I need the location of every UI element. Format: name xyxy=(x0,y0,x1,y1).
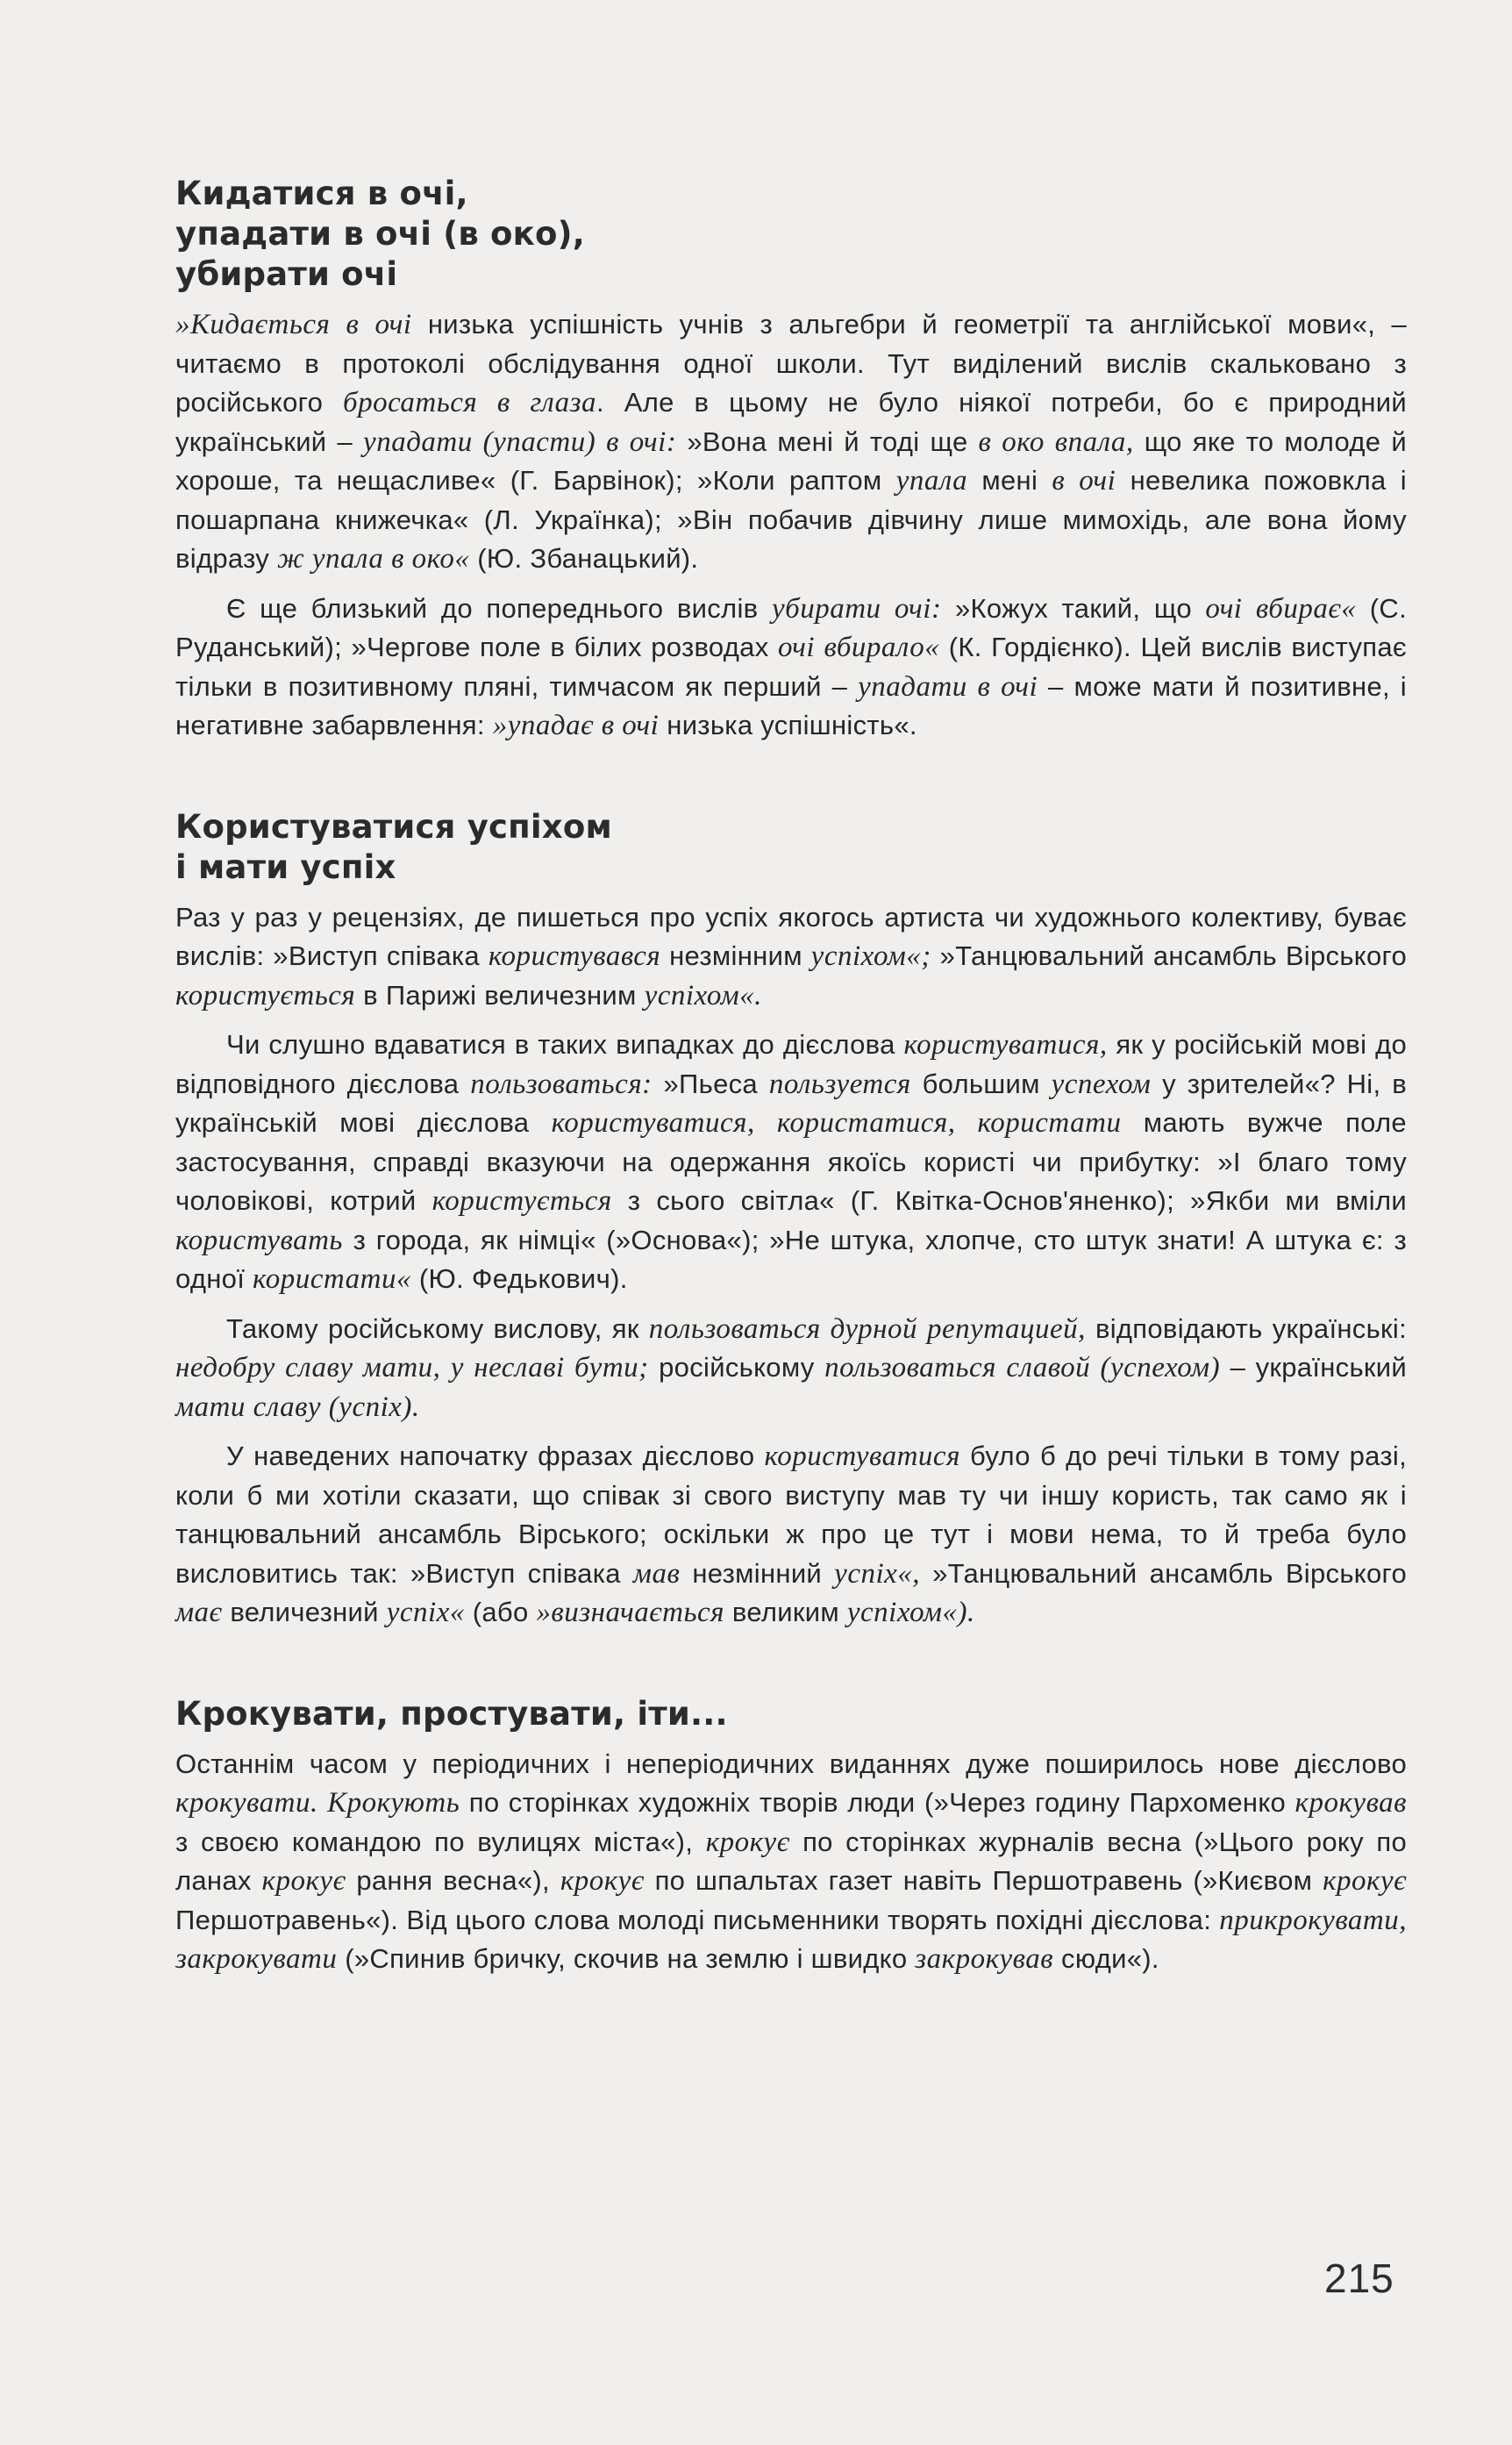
italic-term: пользоваться: xyxy=(470,1068,653,1100)
italic-term: очі вбирає« xyxy=(1205,592,1357,625)
italic-term: мати славу (успіх). xyxy=(175,1391,420,1423)
text-run: У наведених напочатку фразах дієслово xyxy=(226,1441,765,1471)
text-run: Першотравень«). Від цього слова молоді письменники творять похідні дієслова: xyxy=(175,1904,1220,1935)
text-run: відповідають українські: xyxy=(1085,1312,1408,1344)
italic-term: успіх«, xyxy=(834,1557,921,1590)
text-run: Останнім часом у періодичних і неперіодичних виданнях дуже поширилось нове дієслово xyxy=(175,1748,1407,1779)
italic-term: користуватися, користатися, користати xyxy=(551,1107,1122,1139)
entry-kydatysia-v-ochi xyxy=(175,174,1407,746)
text-run: . Але в цьому не було ніякої потреби, бо є природний український – xyxy=(175,387,1407,457)
page-number: 215 xyxy=(1324,2256,1394,2301)
italic-term: мав xyxy=(632,1557,681,1590)
text-run: »Вона мені й тоді ще xyxy=(676,425,979,457)
italic-term: в око впала, xyxy=(978,425,1134,458)
text-run: – український xyxy=(1220,1352,1408,1383)
heading-line: і мати успіх xyxy=(175,847,396,886)
italic-term: пользуется xyxy=(768,1068,911,1100)
entry-korystuvatysia-uspikhom xyxy=(175,807,1407,1633)
paragraph xyxy=(175,305,1407,579)
text-run: великим xyxy=(724,1597,847,1627)
italic-term: пользоваться славой (успехом) xyxy=(824,1352,1221,1383)
entry-krokuvaty xyxy=(175,1694,1407,1979)
text-run: було б до речі тільки в тому разі, коли б ми хотіли сказати, що співак зі свого виступу мав ту чи іншу користь, так само як і танцювальний ансамбль Вірського; оскільки ж про це тут і мови нема, то й треба було висловитись так: »Виступ співака xyxy=(175,1441,1407,1589)
heading-line: упадати в очі (в око), xyxy=(175,215,585,253)
text-run: сюди«). xyxy=(1053,1943,1159,1974)
text-run: Раз у раз у рецензіях, де пишеться про успіх якогось артиста чи художнього колективу, буває вислів: »Виступ співака xyxy=(175,901,1407,971)
text-run: по сторінках художніх творів люди (»Через годину Пархоменко xyxy=(460,1787,1295,1818)
italic-term: користати« xyxy=(253,1263,411,1295)
paragraph xyxy=(175,1026,1407,1299)
italic-term: успехом xyxy=(1051,1068,1152,1100)
italic-term: користувать xyxy=(175,1224,343,1256)
italic-term: успіхом«). xyxy=(846,1597,975,1628)
italic-term: пользоваться дурной репутацией, xyxy=(648,1312,1086,1345)
italic-term: очі вбирало« xyxy=(778,632,940,663)
italic-term: »Кидається в очі xyxy=(175,309,412,340)
text-run: »Танцювальний ансамбль Вірського xyxy=(931,940,1407,971)
text-run: большим xyxy=(910,1068,1052,1099)
italic-term: »визначається xyxy=(536,1597,725,1628)
italic-term: бросаться в глаза xyxy=(343,387,596,418)
paragraph xyxy=(175,898,1407,1016)
text-run: »Пьеса xyxy=(652,1068,769,1099)
text-run: Такому російському вислову, як xyxy=(226,1312,649,1344)
italic-term: успіхом«. xyxy=(644,979,762,1012)
paragraph xyxy=(175,590,1407,746)
italic-term: ж упала в око« xyxy=(276,543,470,575)
italic-term: успіх« xyxy=(386,1597,465,1628)
italic-term: користувався xyxy=(488,940,661,972)
text-run xyxy=(318,1787,327,1818)
italic-term: крокує xyxy=(1323,1865,1407,1897)
italic-term: користуватися xyxy=(764,1441,960,1472)
entry-heading xyxy=(175,807,1407,888)
text-run: величезний xyxy=(222,1597,387,1627)
paragraph xyxy=(175,1310,1407,1427)
text-run: рання весна«), xyxy=(346,1865,560,1896)
paragraph xyxy=(175,1745,1407,1979)
italic-term: успіхом«; xyxy=(810,940,931,972)
italic-term: користується xyxy=(175,979,356,1012)
text-run: в Парижі величезним xyxy=(355,979,645,1011)
italic-term: недобру славу мати, у неславі бути; xyxy=(175,1352,649,1383)
italic-term: крокувати. xyxy=(175,1787,318,1819)
text-run: по сторінках журналів весна (»Цього року по ланах xyxy=(175,1826,1407,1896)
entry-heading xyxy=(175,1694,1407,1734)
text-run: з своєю командою по вулицях міста«), xyxy=(175,1826,706,1857)
italic-term: закрокував xyxy=(915,1943,1054,1975)
text-run: низька успішність учнів з альгебри й геометрії та англійської мови«, – читаємо в протоколі обслідування одної школи. Тут виділений вислів скальковано з російського xyxy=(175,309,1407,418)
italic-term: Крокують xyxy=(327,1787,460,1819)
heading-line: Кидатися в очі, xyxy=(175,175,468,212)
text-run: незмінний xyxy=(680,1557,835,1589)
text-run: Є ще близький до попереднього вислів xyxy=(226,592,772,624)
italic-term: користується xyxy=(431,1185,612,1217)
text-run: »Кожух такий, що xyxy=(941,592,1206,624)
italic-term: в очі xyxy=(1052,465,1116,497)
entry-heading xyxy=(175,174,1407,295)
italic-term: упала xyxy=(895,465,968,497)
text-run: (»Спинив бричку, скочив на землю і швидко xyxy=(337,1943,916,1974)
text-run: російському xyxy=(648,1352,825,1383)
text-run: що яке то молоде й хороше, та нещасливе« (Г. Барвінок); »Коли раптом xyxy=(175,425,1407,496)
italic-term: крокує xyxy=(261,1865,346,1897)
italic-term: користуватися, xyxy=(903,1029,1108,1061)
text-run: – може мати й позитивне, і негативне забарвлення: xyxy=(175,670,1407,740)
text-run: незмінним xyxy=(660,940,811,971)
italic-term: упадати (упасти) в очі: xyxy=(363,425,677,458)
text-run: низька успішність«. xyxy=(659,710,917,740)
italic-term: убирати очі: xyxy=(771,592,942,625)
italic-term: прикрокувати, закрокувати xyxy=(175,1904,1407,1975)
italic-term: має xyxy=(175,1597,223,1628)
heading-line: Крокувати, простувати, іти... xyxy=(175,1694,728,1733)
text-run: невелика пожовкла і пошарпана книжечка« (Л. Українка); »Він побачив дівчину лише мимохідь, але вона йому відразу xyxy=(175,465,1407,574)
text-run: з города, як німці« (»Основа«); »Не штука, хлопче, сто штук знати! А штука є: з одної xyxy=(175,1224,1407,1294)
text-run: по шпальтах газет навіть Першотравень (»Києвом xyxy=(644,1865,1323,1896)
text-run: »Танцювальний ансамбль Вірського xyxy=(920,1557,1407,1589)
italic-term: крокує xyxy=(560,1865,645,1897)
text-run: (С. Руданський); »Чергове поле в білих розводах xyxy=(175,592,1408,662)
text-run: Чи слушно вдаватися в таких випадках до дієслова xyxy=(226,1029,904,1060)
italic-term: »упадає в очі xyxy=(492,710,660,741)
heading-line: убирати очі xyxy=(175,255,398,293)
text-run: (К. Гордієнко). Цей вислів виступає тільки в позитивному пляні, тимчасом як перший – xyxy=(175,632,1407,702)
text-run: мають вужче поле застосування, справді вказуючи на одержання якоїсь користі чи прибутку: »І благо тому чоловікові, котрий xyxy=(175,1107,1407,1216)
text-run: (або xyxy=(464,1597,537,1627)
text-run: мені xyxy=(967,465,1052,496)
page-content xyxy=(175,174,1407,1979)
text-run: з сього світла« (Г. Квітка-Основ'яненко); »Якби ми вміли xyxy=(611,1185,1407,1216)
text-run: (Ю. Збанацький). xyxy=(469,543,699,574)
text-run: як у російській мові до відповідного дієслова xyxy=(175,1029,1407,1099)
text-run: у зрителей«? Ні, в українській мові дієслова xyxy=(175,1068,1408,1138)
text-run: (Ю. Федькович). xyxy=(410,1263,628,1294)
italic-term: крокує xyxy=(705,1826,790,1858)
italic-term: упадати в очі xyxy=(858,670,1038,703)
heading-line: Користуватися успіхом xyxy=(175,807,612,846)
italic-term: крокував xyxy=(1294,1787,1407,1819)
paragraph xyxy=(175,1437,1407,1633)
